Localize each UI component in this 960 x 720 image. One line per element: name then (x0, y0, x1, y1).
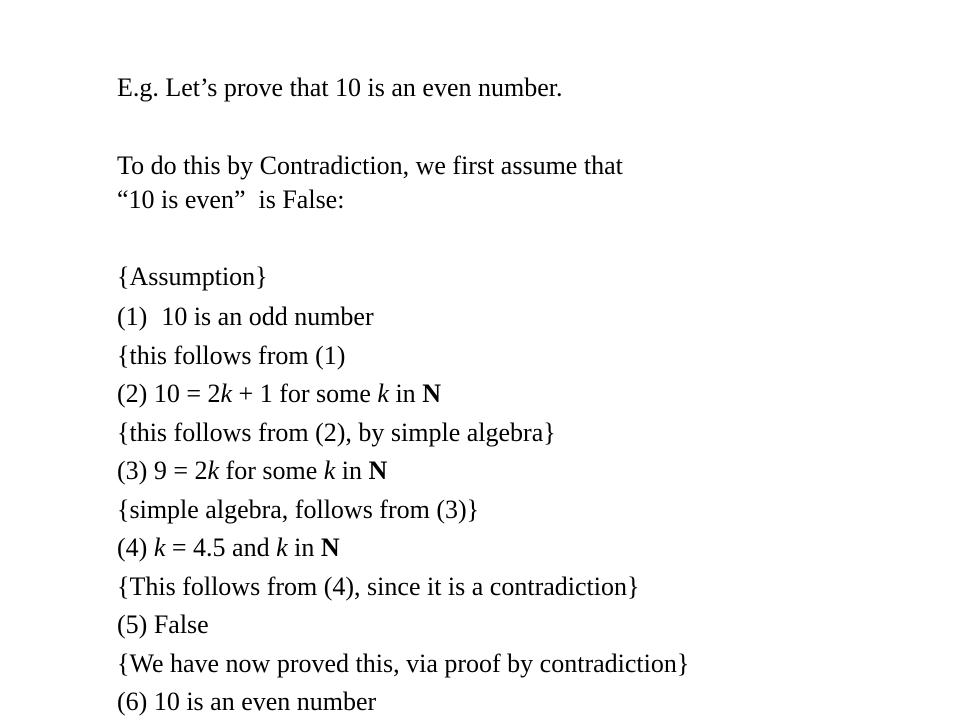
step-1-number: (1) (117, 302, 148, 331)
step-3-var-k: k (207, 456, 220, 485)
step-3-prefix: (3) 9 = 2 (117, 456, 208, 485)
setup-line-1: To do this by Contradiction, we first assume that (117, 151, 623, 180)
step-4-prefix: (4) (117, 533, 154, 562)
setup-line-2: “10 is even” is False: (117, 185, 345, 214)
step-3-var-k2: k (323, 456, 336, 485)
step-3-mid: for some (219, 456, 324, 485)
proof-step-1 (117, 302, 374, 332)
step-4-var-k2: k (276, 533, 288, 562)
justification-3: {simple algebra, follows from (3)} (117, 495, 480, 524)
step-2-in: in (388, 379, 423, 408)
step-2-var-k2: k (377, 379, 389, 408)
step-4-mid: = 4.5 and (165, 533, 277, 562)
step-4-var-k: k (153, 533, 166, 562)
step-4-in: in (287, 533, 321, 562)
justification-5: {We have now proved this, via proof by contradiction} (117, 649, 690, 678)
proof-step-3 (117, 456, 387, 486)
justification-4: {This follows from (4), since it is a contradiction} (117, 572, 640, 601)
step-2-var-k: k (220, 379, 233, 408)
intro-line: E.g. Let’s prove that 10 is an even number. (117, 73, 563, 102)
proof-step-2 (117, 379, 441, 409)
step-1-text: 10 is an odd number (161, 302, 374, 331)
proof-step-5: (5) False (117, 610, 209, 639)
step-3-in: in (335, 456, 369, 485)
step-4-set-N: N (320, 533, 340, 562)
justification-assumption: {Assumption} (117, 262, 268, 291)
step-2-mid: + 1 for some (232, 379, 378, 408)
proof-step-6: (6) 10 is an even number (117, 687, 377, 716)
step-2-set-N: N (422, 379, 441, 408)
step-3-set-N: N (368, 456, 388, 485)
justification-1: {this follows from (1) (117, 341, 346, 370)
proof-step-4 (117, 533, 340, 563)
justification-2: {this follows from (2), by simple algebra} (117, 418, 556, 447)
step-2-prefix: (2) 10 = 2 (117, 379, 221, 408)
